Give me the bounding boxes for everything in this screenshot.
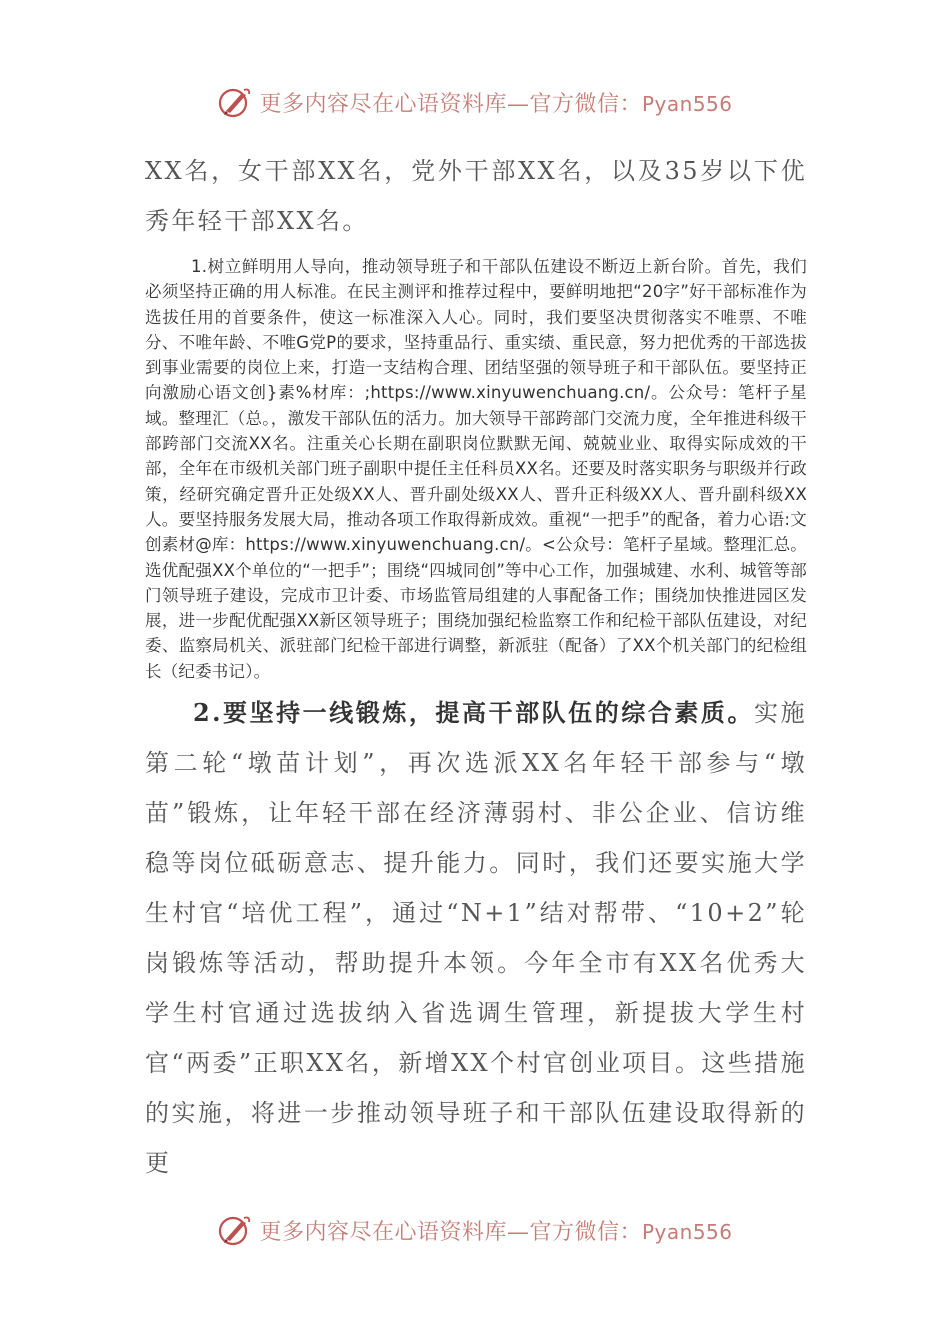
header-site-text: 更多内容尽在心语资料库—官方微信：Pyan556 (259, 91, 733, 117)
footer-wechat-id: Pyan556 (642, 1219, 733, 1244)
paragraph-section-2 (145, 688, 807, 1188)
pen-circle-logo-icon (217, 1212, 253, 1248)
section-2-body: 实施第二轮“墩苗计划”，再次选派XX名年轻干部参与“墩苗”锻炼，让年轻干部在经济薄弱村、非公企业、信访维稳等岗位砥砺意志、提升能力。同时，我们还要实施大学生村官“培优工程”，通过“N+1”结对帮带、“10+2”轮岗锻炼等活动，帮助提升本领。今年全市有XX名优秀大学生村官通过选拔纳入省选调生管理，新提拔大学生村官“两委”正职XX名，新增XX个村官创业项目。这些措施的实施，将进一步推动领导班子和干部队伍建设取得新的更 (145, 699, 807, 1178)
paragraph-section-1: 1.树立鲜明用人导向，推动领导班子和干部队伍建设不断迈上新台阶。首先，我们必须坚持正确的用人标准。在民主测评和推荐过程中，要鲜明地把“20字”好干部标准作为选拔任用的首要条件，使这一标准深入人心。同时，我们要坚决贯彻落实不唯票、不唯分、不唯年龄、不唯G党P的要求，坚持重品行、重实绩、重民意，努力把优秀的干部选拔到事业需要的岗位上来，打造一支结构合理、团结坚强的领导班子和干部队伍。要坚持正向激励心语文创}素%材库：;https://www.xinyuwenchuang.cn/。公众号：笔杆子星域。整理汇（总。，激发干部队伍的活力。加大领导干部跨部门交流力度，全年推进科级干部跨部门交流XX名。注重关心长期在副职岗位默默无闻、兢兢业业、取得实际成效的干部，全年在市级机关部门班子副职中提任主任科员XX名。还要及时落实职务与职级并行政策，经研究确定晋升正处级XX人、晋升副处级XX人、晋升正科级XX人、晋升副科级XX人。要坚持服务发展大局，推动各项工作取得新成效。重视“一把手”的配备，着力心语:文创素材@库：https://www.xinyuwenchuang.cn/。<公众号：笔杆子星域。整理汇总。选优配强XX个单位的“一把手”；围绕“四城同创”等中心工作，加强城建、水利、城管等部门领导班子建设，完成市卫计委、市场监管局组建的人事配备工作；围绕加快推进园区发展，进一步配优配强XX新区领导班子；围绕加强纪检监察工作和纪检干部队伍建设，对纪委、监察局机关、派驻部门纪检干部进行调整，新派驻（配备）了XX个机关部门的纪检组长（纪委书记）。 (145, 257, 807, 681)
pen-circle-logo-icon (217, 84, 253, 120)
section-2-heading: 2.要坚持一线锻炼，提高干部队伍的综合素质。 (193, 698, 755, 728)
footer-site-text: 更多内容尽在心语资料库—官方微信：Pyan556 (259, 1219, 733, 1245)
header-banner (0, 80, 950, 124)
paragraph-intro: XX名，女干部XX名，党外干部XX名，以及35岁以下优秀年轻干部XX名。 (145, 157, 807, 235)
header-wechat-id: Pyan556 (642, 91, 733, 116)
document-body (145, 146, 807, 1188)
footer-banner (0, 1208, 950, 1252)
